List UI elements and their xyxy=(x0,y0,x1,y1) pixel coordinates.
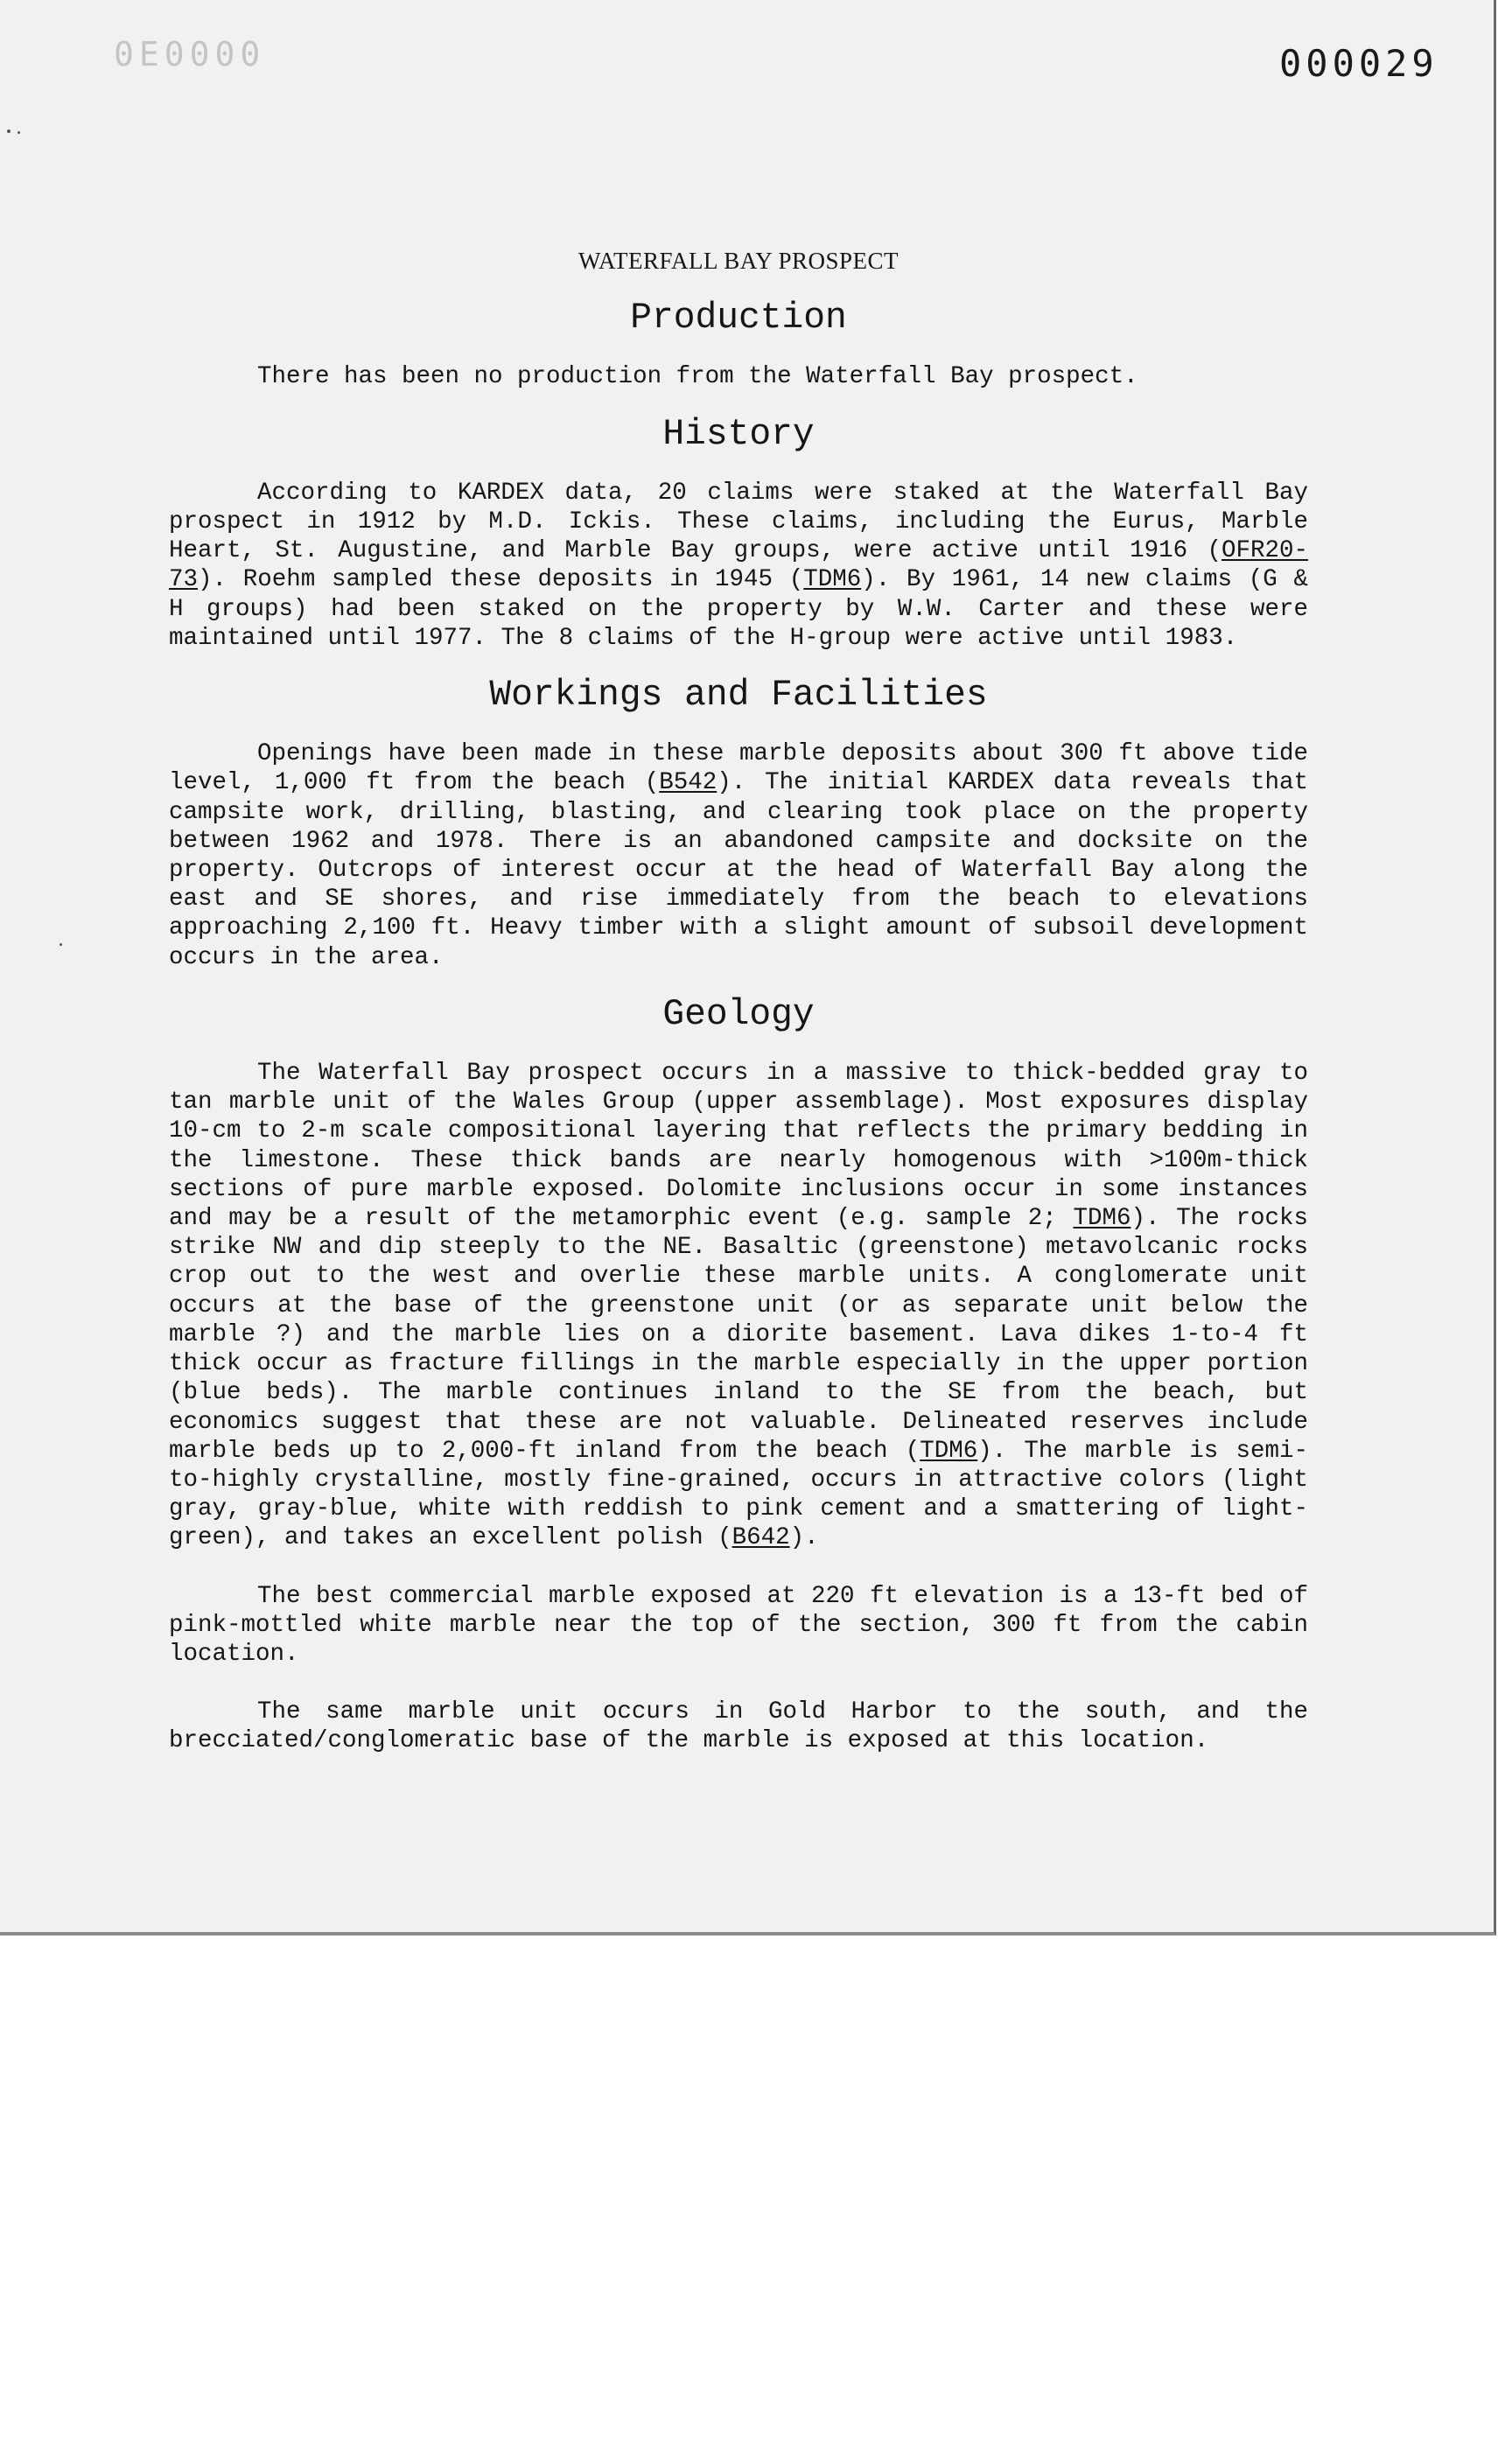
document-body xyxy=(169,247,1308,1785)
reference-citation: TDM6 xyxy=(1073,1205,1131,1233)
paragraph: According to KARDEX data, 20 claims were staked at the Waterfall Bay prospect in 1912 by M.D. Ickis. These claims, including the Eurus, Marble Heart, St. Augustine, and Marble Bay groups, were active until 1916 (OFR20-73). Roehm sampled these deposits in 1945 (TDM6). By 1961, 14 new claims (G & H groups) had been staked on the property by W.W. Carter and these were maintained until 1977. The 8 claims of the H-group were active until 1983. xyxy=(169,479,1308,652)
reference-citation: OFR20-73 xyxy=(169,537,1308,594)
section-heading-workings-and-facilities: Workings and Facilities xyxy=(489,676,988,717)
reference-citation: B642 xyxy=(732,1524,790,1552)
scan-speck xyxy=(18,131,20,134)
section-heading-production: Production xyxy=(630,298,847,340)
section-heading-geology: Geology xyxy=(662,994,815,1035)
page-number-stamp: 000029 xyxy=(1279,42,1438,85)
section-history xyxy=(169,414,1308,653)
reference-citation: TDM6 xyxy=(920,1437,978,1465)
section-heading-history: History xyxy=(662,414,815,455)
scan-speck xyxy=(7,130,10,133)
reference-citation: B542 xyxy=(659,769,718,797)
paragraph: The same marble unit occurs in Gold Harbor to the south, and the brecciated/conglomeratic base of the marble is exposed at this location. xyxy=(169,1698,1308,1755)
scan-speck xyxy=(60,943,62,946)
paragraph: The best commercial marble exposed at 220 ft elevation is a 13-ft bed of pink-mottled white marble near the top of the section, 300 ft from the cabin location. xyxy=(169,1582,1308,1668)
paragraph: Openings have been made in these marble deposits about 300 ft above tide level, 1,000 ft from the beach (B542). The initial KARDEX data reveals that campsite work, drilling, blasting, and clearing took place on the property between 1962 and 1978. There is an abandoned campsite and docksite on the property. Outcrops of interest occur at the head of Waterfall Bay along the east and SE shores, and rise immediately from the beach to elevations approaching 2,100 ft. Heavy timber with a slight amount of subsoil development occurs in the area. xyxy=(169,740,1308,971)
reference-citation: TDM6 xyxy=(803,566,862,594)
section-geology xyxy=(169,994,1308,1756)
paragraph: The Waterfall Bay prospect occurs in a massive to thick-bedded gray to tan marble unit of the Wales Group (upper assemblage). Most exposures display 10-cm to 2-m scale compositional layering that reflects the primary bedding in the limestone. These thick bands are nearly homogenous with >100m-thick sections of pure marble exposed. Dolomite inclusions occur in some instances and may be a result of the metamorphic event (e.g. sample 2; TDM6). The rocks strike NW and dip steeply to the NE. Basaltic (greenstone) metavolcanic rocks crop out to the west and overlie these marble units. A conglomerate unit occurs at the base of the greenstone unit (or as separate unit below the marble ?) and the marble lies on a diorite basement. Lava dikes 1-to-4 ft thick occur as fracture fillings in the marble especially in the upper portion (blue beds). The marble continues inland to the SE from the beach, but economics suggest that these are not valuable. Delineated reserves include marble beds up to 2,000-ft inland from the beach (TDM6). The marble is semi-to-highly crystalline, mostly fine-grained, occurs in attractive colors (light gray, gray-blue, white with reddish to pink cement and a smattering of light-green), and takes an excellent polish (B642). xyxy=(169,1060,1308,1552)
document-title: WATERFALL BAY PROSPECT xyxy=(578,248,900,274)
section-workings-and-facilities xyxy=(169,676,1308,972)
faint-page-stamp: 0E0000 xyxy=(114,35,266,74)
paragraph: There has been no production from the Waterfall Bay prospect. xyxy=(257,363,1138,391)
section-production xyxy=(169,298,1308,391)
document-sections xyxy=(169,298,1308,1755)
